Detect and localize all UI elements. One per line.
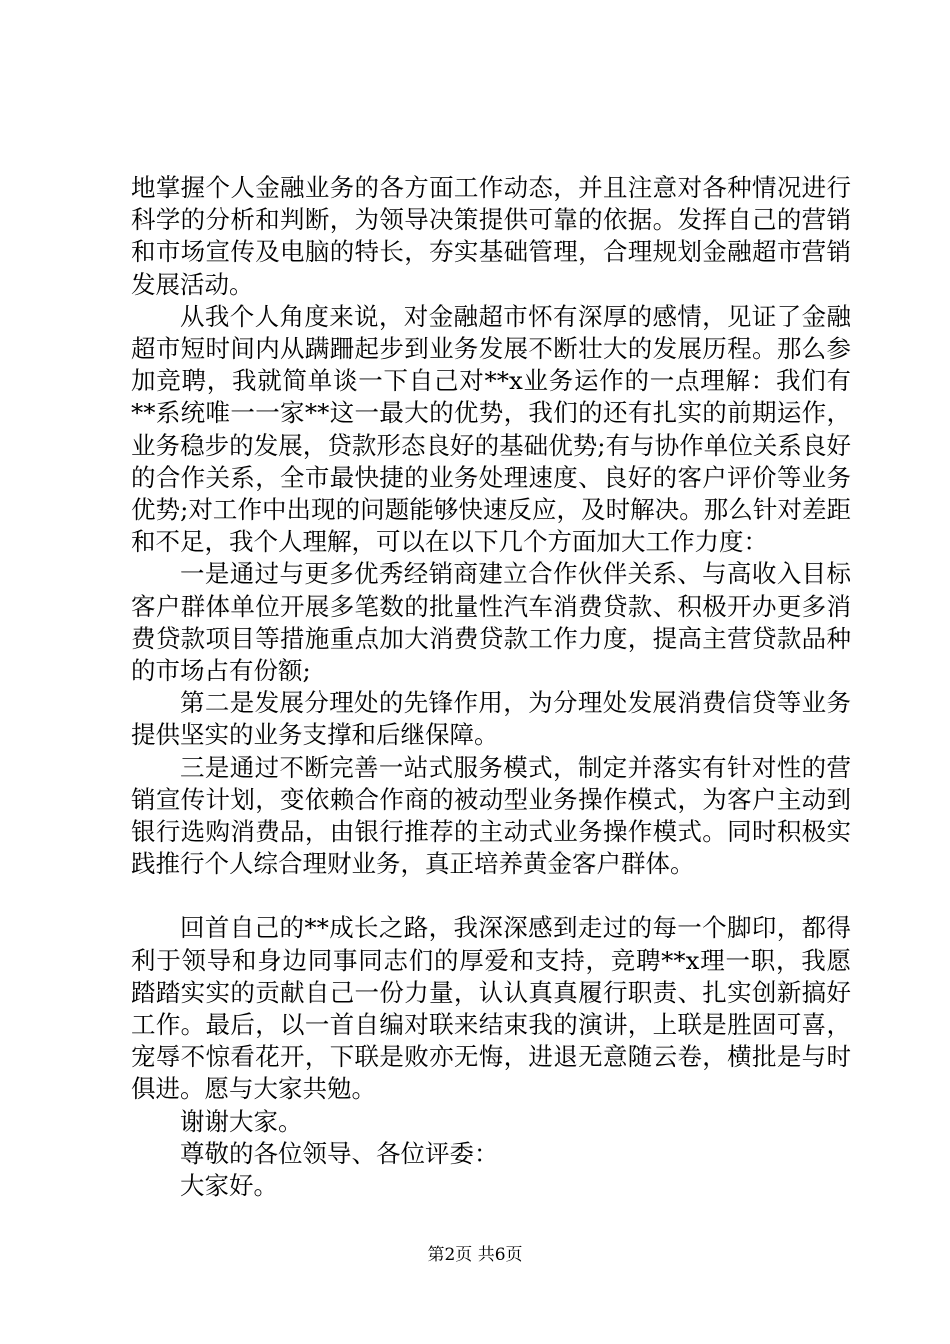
paragraph-2: 从我个人角度来说，对金融超市怀有深厚的感情，见证了金融超市短时间内从蹒跚起步到业务发展不断壮大的发展历程。那么参加竞聘，我就简单谈一下自己对**x业务运作的一点理解：我们有**系统唯一一家**这一最大的优势，我们的还有扎实的前期运作，业务稳步的发展，贷款形态良好的基础优势;有与协作单位关系良好的合作关系，全市最快捷的业务处理速度、良好的客户评价等业务优势;对工作中出现的问题能够快速反应，及时解决。那么针对差距和不足，我个人理解，可以在以下几个方面加大工作力度：	[131, 301, 851, 557]
paragraph-5: 三是通过不断完善一站式服务模式，制定并落实有针对性的营销宣传计划，变依赖合作商的被动型业务操作模式，为客户主动到银行选购消费品，由银行推荐的主动式业务操作模式。同时积极实践推行个人综合理财业务，真正培养黄金客户群体。	[131, 752, 851, 879]
paragraph-8: 尊敬的各位领导、各位评委：	[180, 1138, 499, 1168]
page-number-label: 第2页 共6页	[427, 1245, 523, 1265]
document-body	[131, 172, 851, 1202]
paragraph-7: 谢谢大家。	[180, 1106, 303, 1136]
paragraph-4: 第二是发展分理处的先锋作用，为分理处发展消费信贷等业务提供坚实的业务支撑和后继保障。	[131, 688, 851, 750]
page-footer	[0, 1245, 950, 1265]
paragraph-3: 一是通过与更多优秀经销商建立合作伙伴关系、与高收入目标客户群体单位开展多笔数的批量性汽车消费贷款、积极开办更多消费贷款项目等措施重点加大消费贷款工作力度，提高主营贷款品种的市场占有份额;	[131, 559, 851, 686]
paragraph-9: 大家好。	[180, 1171, 278, 1201]
paragraph-1: 地掌握个人金融业务的各方面工作动态，并且注意对各种情况进行科学的分析和判断，为领导决策提供可靠的依据。发挥自己的营销和市场宣传及电脑的特长，夯实基础管理，合理规划金融超市营销发展活动。	[131, 173, 851, 299]
paragraph-6: 回首自己的**成长之路，我深深感到走过的每一个脚印，都得利于领导和身边同事同志们的厚爱和支持，竞聘**x理一职，我愿踏踏实实的贡献自己一份力量，认认真真履行职责、扎实创新搞好工作。最后，以一首自编对联来结束我的演讲，上联是胜固可喜，宠辱不惊看花开，下联是败亦无悔，进退无意随云卷，横批是与时俱进。愿与大家共勉。	[131, 913, 851, 1104]
